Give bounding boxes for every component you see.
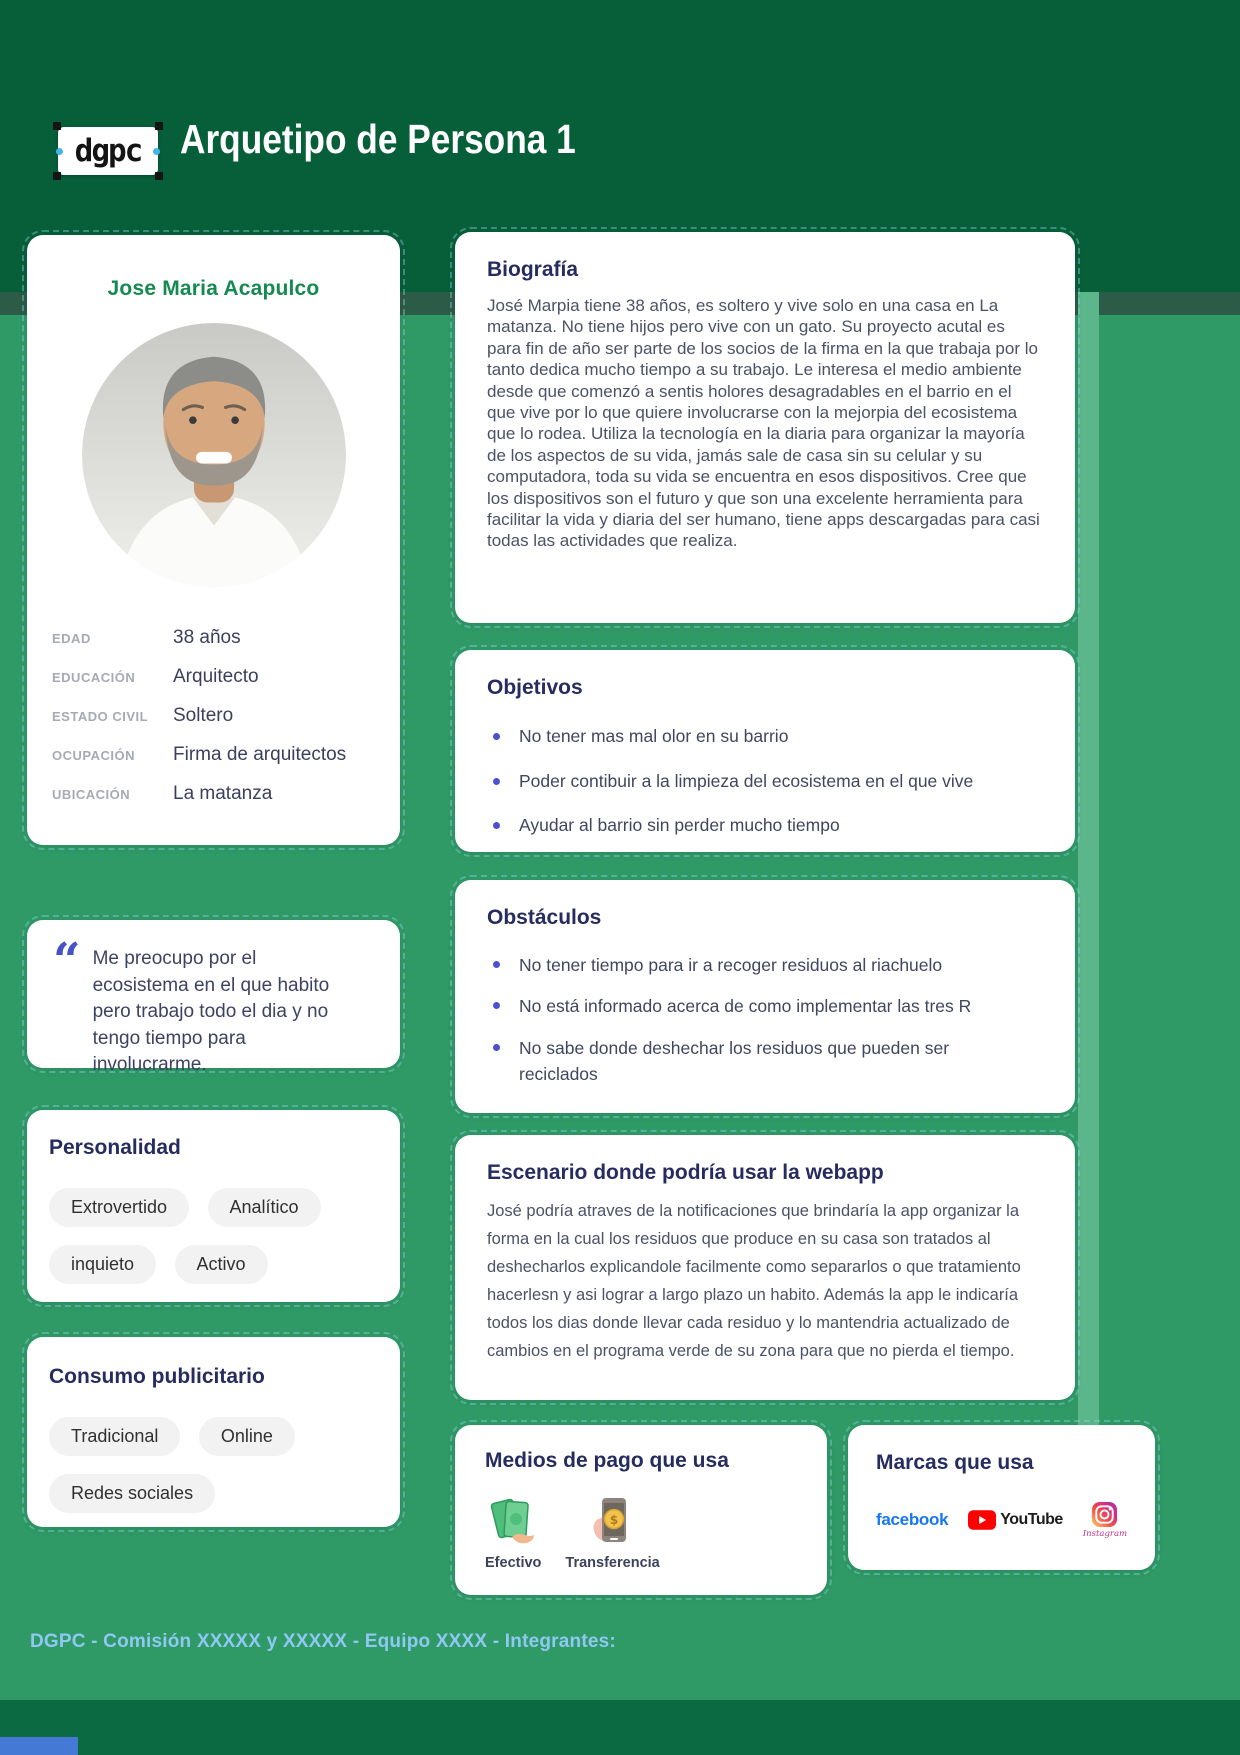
chip-row <box>49 1417 400 1456</box>
obstacle-item: No está informado acerca de como implementar las tres R <box>493 993 1009 1019</box>
quote-text: Me preocupo por el ecosistema en el que habito pero trabajo todo el dia y no tengo tiempo para involucrarme. <box>92 948 330 1076</box>
selection-handle <box>53 172 61 180</box>
quote-card <box>27 920 400 1076</box>
payment-item-transferencia <box>565 1493 659 1571</box>
objective-item: No tener mas mal olor en su barrio <box>493 724 1043 749</box>
bottom-band <box>0 1700 1240 1755</box>
chip-analitico: Analítico <box>208 1188 321 1227</box>
chip-row <box>49 1245 400 1284</box>
brands-card <box>848 1425 1155 1570</box>
profile-card <box>27 235 400 845</box>
quote-icon: “ <box>53 933 81 989</box>
cash-icon <box>486 1493 540 1547</box>
instagram-logo <box>1083 1501 1127 1539</box>
chip-redes-sociales: Redes sociales <box>49 1474 215 1513</box>
chip-row <box>49 1188 400 1227</box>
ad-consumption-title: Consumo publicitario <box>49 1365 265 1388</box>
attribute-list <box>52 627 400 805</box>
attribute-row <box>52 705 400 727</box>
attribute-row <box>52 666 400 688</box>
selection-handle <box>53 122 61 130</box>
instagram-glyph-icon <box>1091 1501 1118 1528</box>
obstacle-item: No tener tiempo para ir a recoger residuos al riachuelo <box>493 952 1009 978</box>
attr-value-ocupacion: Firma de arquitectos <box>173 744 347 765</box>
brands-title: Marcas que usa <box>876 1451 1034 1474</box>
objectives-title: Objetivos <box>487 676 583 699</box>
obstacles-list <box>493 952 1043 1087</box>
obstacles-title: Obstáculos <box>487 906 602 929</box>
youtube-logo <box>968 1510 1063 1530</box>
personality-title: Personalidad <box>49 1136 181 1159</box>
biography-title: Biografía <box>487 258 579 281</box>
obstacle-item: No sabe donde deshechar los residuos que pueden ser reciclados <box>493 1035 1009 1088</box>
attr-value-estado-civil: Soltero <box>173 705 234 726</box>
facebook-logo: facebook <box>876 1510 949 1529</box>
page-title: Arquetipo de Persona 1 <box>180 116 576 162</box>
dgpc-logo[interactable] <box>58 127 158 175</box>
chip-activo: Activo <box>175 1245 268 1284</box>
persona-name: Jose Maria Acapulco <box>107 277 320 300</box>
attribute-row <box>52 627 400 649</box>
biography-text: José Marpia tiene 38 años, es soltero y vive solo en una casa en La matanza. No tiene hijos pero vive con un gato. Su proyecto acutal es para fin de año ser parte de los socios de la firma en la que trabaja por lo tanto dedica mucho tiempo a su trabajo. Le interesa el medio ambiente desde que comenzó a sentis holores desagradables en el barrio en el que vive por lo que quiere involucrarse con la mejorpia del ecosistema que lo rodea. Utiliza la tecnología en la diaria para organizar la mayoría de los aspectos de su vida, jamás sale de casa sin su celular y su computadora, toda su vida se encuentra en esos dispositivos. Cree que los dispositivos son el futuro y que son una excelente herramienta para facilitar la vida y diaria del ser humano, tiene apps descargadas para casi todas las actividades que realiza. <box>487 296 1040 551</box>
scenario-card <box>455 1135 1075 1400</box>
attribute-row <box>52 783 400 805</box>
chip-row <box>49 1474 400 1513</box>
personality-chips <box>49 1188 400 1284</box>
attr-value-edad: 38 años <box>173 627 241 648</box>
payment-label: Efectivo <box>485 1555 542 1571</box>
phone-transfer-icon <box>586 1493 640 1547</box>
attr-label-edad: EDAD <box>52 631 91 646</box>
payment-items <box>485 1493 827 1571</box>
attr-label-ubicacion: UBICACIÓN <box>52 787 131 802</box>
ad-consumption-card <box>27 1337 400 1527</box>
chip-tradicional: Tradicional <box>49 1417 180 1456</box>
svg-text:$: $ <box>609 1513 618 1527</box>
attr-label-ocupacion: OCUPACIÓN <box>52 748 135 763</box>
payment-item-efectivo <box>485 1493 541 1571</box>
selection-dot <box>56 148 63 155</box>
objectives-card <box>455 650 1075 852</box>
objective-item: Ayudar al barrio sin perder mucho tiempo <box>493 813 1043 838</box>
payment-methods-card <box>455 1425 827 1595</box>
footer-credits[interactable]: DGPC - Comisión XXXXX y XXXXX - Equipo XXXX - Integrantes: <box>30 1631 616 1652</box>
attr-label-educacion: EDUCACIÓN <box>52 670 136 685</box>
chip-online: Online <box>199 1417 295 1456</box>
attribute-row <box>52 744 400 766</box>
youtube-play-icon <box>968 1510 996 1530</box>
obstacles-card <box>455 880 1075 1113</box>
scenario-text: José podría atraves de la notificaciones que brindaría la app organizar la forma en la cual los residuos que produce en su casa son tratados al deshecharlos explicandole facilmente como separarlos o que tratamiento hacerlesn y asi lograr a largo plazo un habito. Además la app le indicaría todos los dias donde llevar cada residuo y lo mantendria actualizado de cambios en el programa verde de su zona para que no pierda el tiempo. <box>487 1202 1021 1361</box>
objective-item: Poder contibuir a la limpieza del ecosistema en el que vive <box>493 769 1043 794</box>
right-highlight-strip <box>1078 292 1099 1458</box>
biography-card <box>455 232 1075 623</box>
selection-handle <box>155 172 163 180</box>
instagram-wordmark: Instagram <box>1082 1529 1128 1539</box>
payment-label: Transferencia <box>565 1555 660 1571</box>
brand-items <box>876 1501 1155 1539</box>
attr-value-ubicacion: La matanza <box>173 783 273 804</box>
chip-extrovertido: Extrovertido <box>49 1188 189 1227</box>
personality-card <box>27 1110 400 1302</box>
youtube-wordmark: YouTube <box>1000 1511 1063 1528</box>
payment-methods-title: Medios de pago que usa <box>485 1449 729 1472</box>
chip-inquieto: inquieto <box>49 1245 156 1284</box>
attr-value-educacion: Arquitecto <box>173 666 259 687</box>
attr-label-estado-civil: ESTADO CIVIL <box>52 709 149 724</box>
bottom-blue-strip <box>0 1737 78 1755</box>
selection-dot <box>153 148 160 155</box>
objectives-list <box>493 724 1043 838</box>
selection-handle <box>155 122 163 130</box>
dgpc-logo-text: dgpc <box>74 133 142 169</box>
ad-consumption-chips <box>49 1417 400 1513</box>
scenario-title: Escenario donde podría usar la webapp <box>487 1161 884 1184</box>
avatar-photo-icon <box>82 323 346 587</box>
avatar <box>82 323 346 587</box>
